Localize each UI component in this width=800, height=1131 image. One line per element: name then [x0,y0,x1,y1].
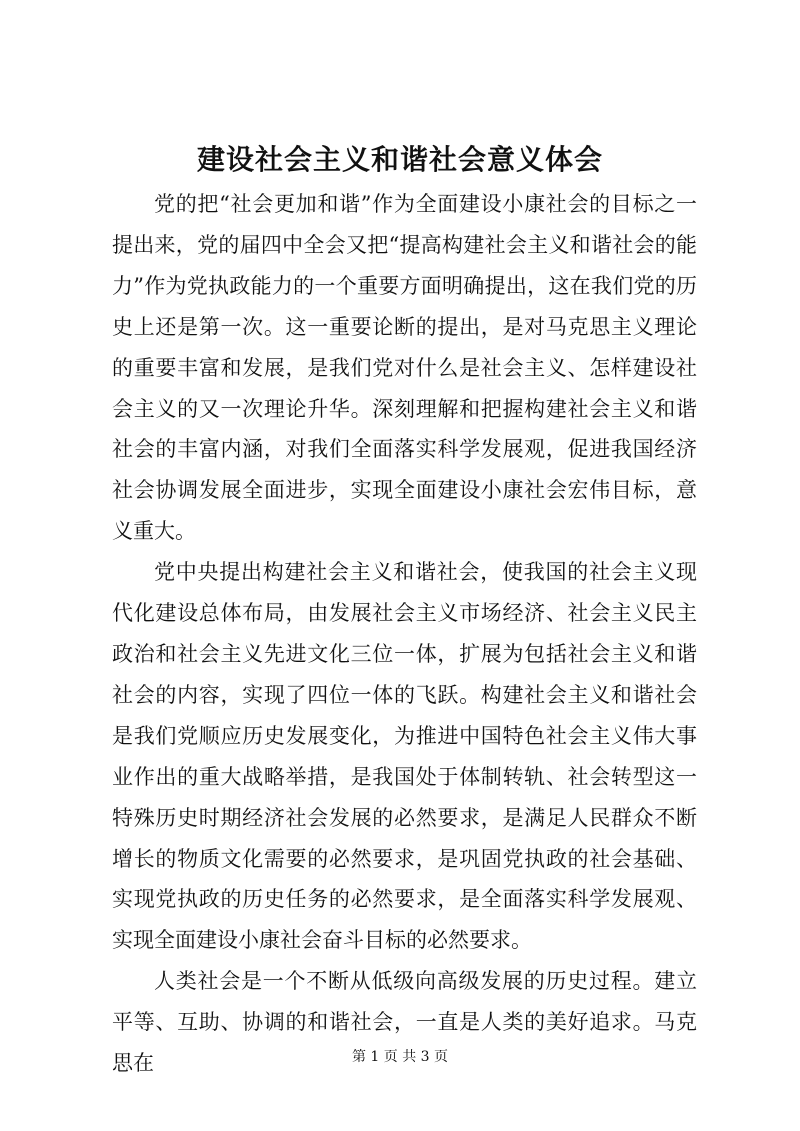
paragraph-3: 人类社会是一个不断从低级向高级发展的历史过程。建立平等、互助、协调的和谐社会，一直是人类的美好追求。马克思在 [112,969,697,1076]
paragraph-1: 党的把“社会更加和谐”作为全面建设小康社会的目标之一提出来，党的届四中全会又把“提高构建社会主义和谐社会的能力”作为党执政能力的一个重要方面明确提出，这在我们党的历史上还是第一次。这一重要论断的提出，是对马克思主义理论的重要丰富和发展，是我们党对什么是社会主义、怎样建设社会主义的又一次理论升华。深刻理解和把握构建社会主义和谐社会的丰富内涵，对我们全面落实科学发展观，促进我国经济社会协调发展全面进步，实现全面建设小康社会宏伟目标，意义重大。 [112,192,697,544]
page-footer: 第 1 页 共 3 页 [351,1049,449,1065]
document-title: 建设社会主义和谐社会意义体会 [196,143,603,176]
document-body [112,184,697,1084]
paragraph-2: 党中央提出构建社会主义和谐社会，使我国的社会主义现代化建设总体布局，由发展社会主义市场经济、社会主义民主政治和社会主义先进文化三位一体，扩展为包括社会主义和谐社会的内容，实现了四位一体的飞跃。构建社会主义和谐社会是我们党顺应历史发展变化，为推进中国特色社会主义伟大事业作出的重大战略举措，是我国处于体制转轨、社会转型这一特殊历史时期经济社会发展的必然要求，是满足人民群众不断增长的物质文化需要的必然要求，是巩固党执政的社会基础、实现党执政的历史任务的必然要求，是全面落实科学发展观、实现全面建设小康社会奋斗目标的必然要求。 [112,560,697,953]
